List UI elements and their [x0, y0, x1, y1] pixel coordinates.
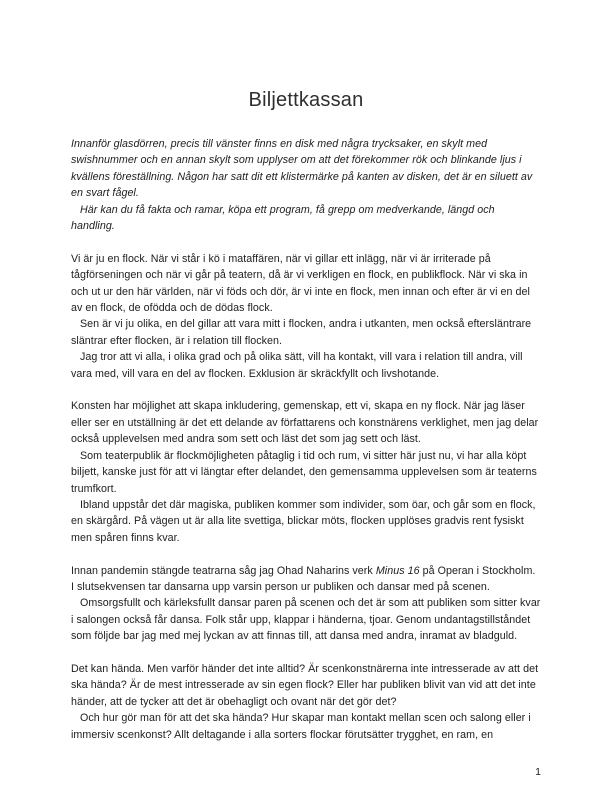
paragraph: Omsorgsfullt och kärleksfullt dansar paren på scenen och det är som att publiken som sitter kvar i salongen också får dansa. Folk står upp, klappar i händerna, tjoar. Genom undantagstillståndet som följde bar jag med mej lyckan av att finnas till, att dansa med andra, inramat av bladguld.: [71, 597, 541, 643]
text-run: på Operan i Stockholm. I slutsekvensen tar dansarna upp varsin person ur publiken och dansar med på scenen.: [71, 564, 536, 593]
paragraph: Det kan hända. Men varför händer det inte alltid? Är scenkonstnärerna inte intresserade av att det ska hända? Är de mest intresserade av sin egen flock? Eller har publiken blivit van vid att det inte händer, att de tycker att det är obehagligt och ovant när det gör det?: [71, 662, 539, 708]
paragraph: Och hur gör man för att det ska hända? Hur skapar man kontakt mellan scen och salong eller i immersiv scenkonst? Allt deltagande i alla sorters flockar förutsätter trygghet, en ram, en: [71, 712, 531, 741]
paragraph: [71, 563, 541, 596]
body-block-1: [71, 251, 541, 382]
paragraph: Ibland uppstår det där magiska, publiken kommer som individer, som öar, och går som en flock, en skärgård. På vägen ut är alla lite svettiga, blickar möts, flocken upplöses gradvis rent fysiskt men spåren finns kvar.: [71, 498, 536, 544]
intro-paragraph-1: Innanför glasdörren, precis till vänster finns en disk med några trycksaker, en skylt med swishnummer och en annan skylt som upplyser om att det förekommer rök och blinkande ljus i kvällens föreställning. Någon har satt dit ett klistermärke på kanten av disken, det är en siluett av en svart fågel.: [71, 138, 533, 200]
document-title: Biljettkassan: [248, 89, 364, 111]
paragraph: Jag tror att vi alla, i olika grad och på olika sätt, vill ha kontakt, vill vara i relation till andra, vill vara med, vill vara en del av flocken. Exklusion är skräckfyllt och livshotande.: [71, 351, 523, 380]
work-title-italic: Minus 16: [375, 564, 420, 577]
page-number: 1: [535, 766, 541, 778]
page-content: [71, 88, 541, 743]
body-block-4: [71, 661, 541, 743]
body-block-2: [71, 398, 541, 546]
intro-paragraph-2: Här kan du få fakta och ramar, köpa ett program, få grepp om medverkande, längd och handling.: [71, 203, 495, 233]
paragraph: Vi är ju en flock. När vi står i kö i mataffären, när vi gillar ett inlägg, när vi är irriterade på tågförseningen och när vi går på teatern, då är vi verkligen en flock, en publikflock. När vi ska in och ut ur den här världen, när vi föds och dör, är vi inte en flock, men innan och efter är vi en del av en flock, de ofödda och de dödas flock.: [71, 252, 530, 315]
paragraph: Som teaterpublik är flockmöjligheten påtaglig i tid och rum, vi sitter här just nu, vi har alla köpt biljett, kanske just för att vi längtar efter delandet, den gemensamma upplevelsen som är teaterns trumfkort.: [71, 449, 537, 495]
paragraph: Konsten har möjlighet att skapa inkludering, gemenskap, ett vi, skapa en ny flock. När jag läser eller ser en utställning är det ett delande av författarens och konstnärens verklighet, men jag delar också upplevelsen med andra som sett och läst det som jag sett och läst.: [71, 400, 539, 446]
text-run: Innan pandemin stängde teatrarna såg jag Ohad Naharins verk: [71, 564, 376, 577]
intro-section: [71, 136, 541, 234]
paragraph: Sen är vi ju olika, en del gillar att vara mitt i flocken, andra i utkanten, men också eftersläntrare släntrar efter flocken, är i relation till flocken.: [71, 318, 532, 347]
body-block-3: [71, 563, 541, 645]
